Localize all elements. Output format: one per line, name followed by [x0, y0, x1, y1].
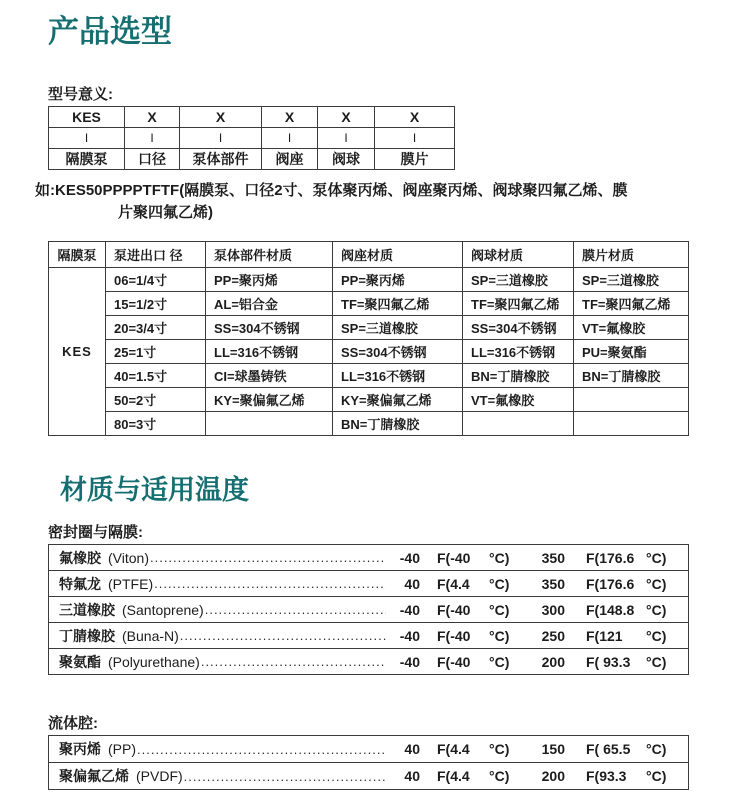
min-temp-unit: °C)	[489, 768, 510, 784]
selection-cell: BN=丁腈橡胶	[333, 412, 463, 436]
min-temp-f: -40	[399, 653, 420, 670]
material-name-zh: 聚氨酯	[59, 653, 101, 670]
model-code-cell: X	[180, 107, 262, 128]
dot-leader	[205, 602, 386, 617]
max-temp-f: 350	[541, 549, 565, 566]
model-code-cell: X	[375, 107, 455, 128]
dot-leader	[184, 769, 386, 784]
max-temp-f: 150	[541, 741, 565, 757]
selection-row	[49, 268, 689, 292]
model-meaning-cell: 口径	[125, 149, 180, 170]
min-temp-f: 40	[404, 741, 420, 757]
material-name-en: (Viton)	[108, 549, 149, 566]
model-meaning-label: 型号意义:	[48, 86, 113, 103]
selection-cell: SS=304不锈钢	[333, 340, 463, 364]
material-name-en: (PVDF)	[136, 768, 183, 784]
selection-cell	[574, 388, 689, 412]
material-name-en: (Polyurethane)	[108, 653, 200, 670]
selection-cell: 06=1/4寸	[106, 268, 206, 292]
max-temp-f: 200	[541, 768, 565, 784]
min-temp-c: F(-40	[437, 653, 471, 670]
max-temp-f: 250	[541, 627, 565, 644]
max-temp-f: 200	[541, 653, 565, 670]
material-name-zh: 聚丙烯	[59, 741, 101, 757]
temp-row	[49, 623, 688, 649]
selection-header-row	[49, 242, 689, 268]
selection-row	[49, 412, 689, 436]
series-code-cell: KES	[49, 268, 106, 436]
selection-cell	[574, 412, 689, 436]
selection-cell	[206, 412, 333, 436]
model-connector-row	[49, 128, 455, 149]
selection-cell: TF=聚四氟乙烯	[463, 292, 574, 316]
model-meaning-row	[49, 149, 455, 170]
material-name-en: (Santoprene)	[122, 601, 204, 618]
selection-row	[49, 388, 689, 412]
selection-cell: 15=1/2寸	[106, 292, 206, 316]
min-temp-c: F(-40	[437, 627, 471, 644]
selection-cell: SP=三道橡胶	[463, 268, 574, 292]
connector-cell: I	[180, 128, 262, 149]
selection-cell: SS=304不锈钢	[463, 316, 574, 340]
selection-cell: 50=2寸	[106, 388, 206, 412]
material-name-zh: 聚偏氟乙烯	[59, 768, 129, 784]
selection-cell: 80=3寸	[106, 412, 206, 436]
material-name-en: (Buna-N)	[122, 627, 179, 644]
max-temp-unit: °C)	[646, 601, 667, 618]
dot-leader	[201, 654, 386, 669]
selection-cell: BN=丁腈橡胶	[463, 364, 574, 388]
dot-leader	[180, 628, 386, 643]
selection-cell: PP=聚丙烯	[206, 268, 333, 292]
max-temp-unit: °C)	[646, 549, 667, 566]
model-meaning-cell: 阀球	[318, 149, 375, 170]
selection-cell: 25=1寸	[106, 340, 206, 364]
temp-row	[49, 545, 688, 571]
model-code-row	[49, 107, 455, 128]
min-temp-f: 40	[404, 575, 420, 592]
min-temp-c: F(-40	[437, 549, 471, 566]
connector-cell: I	[318, 128, 375, 149]
model-example-line2: 片聚四氟乙烯)	[118, 204, 213, 221]
selection-cell: KY=聚偏氟乙烯	[206, 388, 333, 412]
selection-cell: PU=聚氨酯	[574, 340, 689, 364]
selection-cell: 40=1.5寸	[106, 364, 206, 388]
min-temp-c: F(4.4	[437, 575, 470, 592]
material-name-zh: 三道橡胶	[59, 601, 115, 618]
model-code-cell: X	[262, 107, 318, 128]
selection-cell: AL=铝合金	[206, 292, 333, 316]
min-temp-c: F(-40	[437, 601, 471, 618]
selection-cell	[463, 412, 574, 436]
max-temp-unit: °C)	[646, 575, 667, 592]
selection-header: 泵进出口 径	[106, 242, 206, 268]
material-name-zh: 特氟龙	[59, 575, 101, 592]
selection-row	[49, 316, 689, 340]
max-temp-c: F(121	[586, 627, 623, 644]
connector-cell: I	[125, 128, 180, 149]
connector-cell: I	[375, 128, 455, 149]
selection-row	[49, 364, 689, 388]
model-code-cell: KES	[49, 107, 125, 128]
min-temp-unit: °C)	[489, 653, 510, 670]
material-name-en: (PTFE)	[108, 575, 154, 592]
seal-temperature-table	[48, 544, 689, 675]
model-meaning-cell: 阀座	[262, 149, 318, 170]
selection-cell: KY=聚偏氟乙烯	[333, 388, 463, 412]
selection-cell: CI=球墨铸铁	[206, 364, 333, 388]
max-temp-c: F(176.6	[586, 575, 635, 592]
temp-row	[49, 763, 688, 789]
min-temp-f: -40	[399, 601, 420, 618]
max-temp-c: F(176.6	[586, 549, 635, 566]
min-temp-unit: °C)	[489, 627, 510, 644]
selection-cell: SP=三道橡胶	[333, 316, 463, 340]
min-temp-f: -40	[399, 627, 420, 644]
selection-cell: TF=聚四氟乙烯	[333, 292, 463, 316]
model-example-line1: 如:KES50PPPPTFTF(隔膜泵、口径2寸、泵体聚丙烯、阀座聚丙烯、阀球聚四氟乙烯、膜	[35, 182, 628, 199]
selection-cell: SS=304不锈钢	[206, 316, 333, 340]
selection-cell: PP=聚丙烯	[333, 268, 463, 292]
selection-cell: TF=聚四氟乙烯	[574, 292, 689, 316]
temp-row	[49, 597, 688, 623]
max-temp-unit: °C)	[646, 741, 667, 757]
selection-cell: LL=316不锈钢	[333, 364, 463, 388]
min-temp-unit: °C)	[489, 549, 510, 566]
material-name-zh: 氟橡胶	[59, 549, 101, 566]
dot-leader	[154, 576, 386, 591]
min-temp-unit: °C)	[489, 741, 510, 757]
model-example	[35, 180, 688, 224]
model-meaning-cell: 膜片	[375, 149, 455, 170]
temp-row	[49, 649, 688, 674]
fluid-temperature-table	[48, 735, 689, 790]
selection-header: 隔膜泵	[49, 242, 106, 268]
selection-header: 泵体部件材质	[206, 242, 333, 268]
selection-cell: BN=丁腈橡胶	[574, 364, 689, 388]
material-name-zh: 丁腈橡胶	[59, 627, 115, 644]
materials-section-title: 材质与适用温度	[60, 475, 249, 505]
model-meaning-cell: 隔膜泵	[49, 149, 125, 170]
min-temp-f: 40	[404, 768, 420, 784]
material-name-en: (PP)	[108, 741, 136, 757]
min-temp-unit: °C)	[489, 601, 510, 618]
max-temp-unit: °C)	[646, 768, 667, 784]
selection-header: 阀球材质	[463, 242, 574, 268]
max-temp-c: F( 65.5	[586, 741, 631, 757]
connector-cell: I	[262, 128, 318, 149]
selection-header: 膜片材质	[574, 242, 689, 268]
selection-cell: LL=316不锈钢	[463, 340, 574, 364]
max-temp-c: F(148.8	[586, 601, 635, 618]
max-temp-c: F(93.3	[586, 768, 627, 784]
max-temp-f: 300	[541, 601, 565, 618]
seal-membrane-label: 密封圈与隔膜:	[48, 524, 143, 541]
model-code-cell: X	[125, 107, 180, 128]
min-temp-c: F(4.4	[437, 768, 470, 784]
temp-row	[49, 736, 688, 763]
min-temp-c: F(4.4	[437, 741, 470, 757]
model-code-table	[48, 106, 455, 170]
max-temp-unit: °C)	[646, 653, 667, 670]
temp-row	[49, 571, 688, 597]
selection-row	[49, 340, 689, 364]
selection-cell: VT=氟橡胶	[463, 388, 574, 412]
model-code-cell: X	[318, 107, 375, 128]
dot-leader	[150, 550, 386, 565]
max-temp-unit: °C)	[646, 627, 667, 644]
min-temp-f: -40	[399, 549, 420, 566]
selection-cell: VT=氟橡胶	[574, 316, 689, 340]
selection-row	[49, 292, 689, 316]
selection-table	[48, 241, 689, 436]
selection-header: 阀座材质	[333, 242, 463, 268]
min-temp-unit: °C)	[489, 575, 510, 592]
fluid-chamber-label: 流体腔:	[48, 715, 98, 732]
max-temp-f: 350	[541, 575, 565, 592]
model-meaning-cell: 泵体部件	[180, 149, 262, 170]
dot-leader	[137, 742, 386, 757]
selection-cell: 20=3/4寸	[106, 316, 206, 340]
selection-cell: SP=三道橡胶	[574, 268, 689, 292]
max-temp-c: F( 93.3	[586, 653, 631, 670]
page-title: 产品选型	[48, 14, 172, 49]
selection-cell: LL=316不锈钢	[206, 340, 333, 364]
connector-cell: I	[49, 128, 125, 149]
